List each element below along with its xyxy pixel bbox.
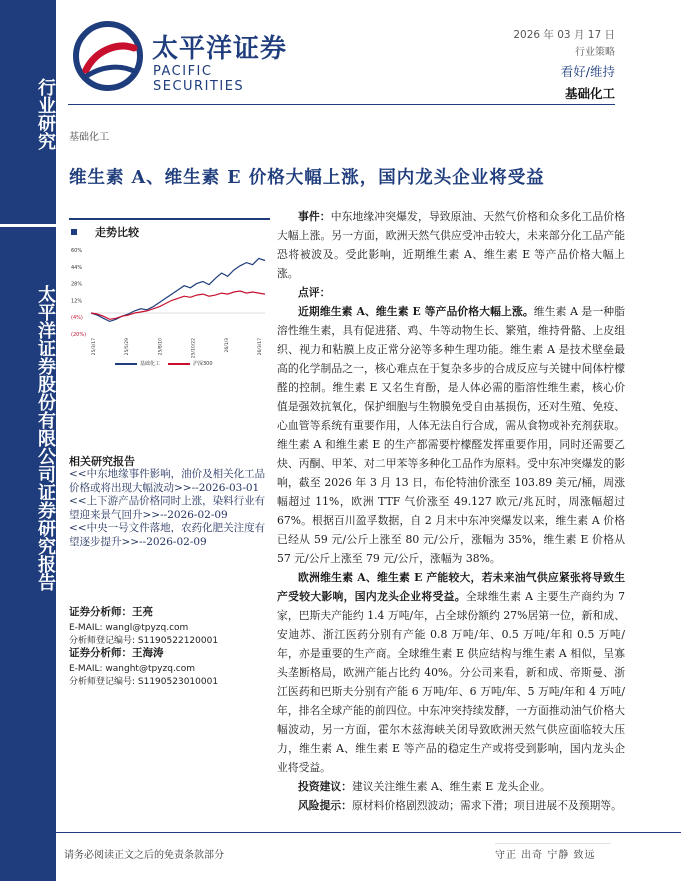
related-report-link[interactable]: <<中东地缘事件影响，油价及相关化工品价格或将出现大幅波动>>--2026-03-01 xyxy=(69,468,266,494)
report-type: 行业策略 xyxy=(575,47,615,58)
x-tick-label: 26/1/3 xyxy=(224,338,230,353)
y-tick-label: 28% xyxy=(71,281,83,288)
x-tick-label: 25/10/22 xyxy=(191,338,197,359)
paragraph-text: 维生素 A 是一种脂溶性维生素，具有促进猪、鸡、牛等动物生长、繁殖，维持骨骼、上皮组织、视力和粘膜上皮正常分泌等多种生理功能。维生素 A 是技术壁垒最高的化学制品之一，核心难点在于复杂多步的合成反应与关键中间体柠檬醛的控制。维生素 E 又名生育酚，是人体必需的脂溶性维生素，核心价值是强效抗氧化，保护细胞与生物膜免受自由基损伤，还对生殖、免疫、心血管等系统有重要作用，人体无法自行合成，需从食物或补充剂获取。维生素 A 和维生素 E 的生产都需要柠檬醛发挥重要作用，同时还需要乙炔、丙酮、甲苯、对二甲苯等多种化工品作为原料。受中东冲突爆发的影响，截至 2026 年 3 月 13 日，布伦特油价涨至 103.89 美元/桶，周涨幅超过 11%，欧洲 TTF 气价涨至 49.127 欧元/兆瓦时，周涨幅超过 67%。根据百川盈孚数据，自 2 月末中东冲突爆发以来，维生素 A 价格已经从 59 元/公斤上涨至 80 元/公斤，涨幅为 35%，维生素 E 价格从 57 元/公斤上涨至 79 元/公斤，涨幅为 38%。 xyxy=(277,305,625,565)
paragraph-price-rise xyxy=(277,302,625,568)
x-tick-label: 25/5/29 xyxy=(125,338,131,356)
event-text: 中东地缘冲突爆发，导致原油、天然气价格和众多化工品价格大幅上涨。另一方面，欧洲天然气供应受冲击较大，未来部分化工品产能恐将被波及。受此影响，近期维生素 A、维生素 E 等产品价格大幅上涨。 xyxy=(277,210,626,280)
related-report-link[interactable]: <<中央一号文件落地，农药化肥关注度有望逐步提升>>--2026-02-09 xyxy=(69,522,266,548)
event-label: 事件： xyxy=(298,210,331,223)
logo-emblem-icon xyxy=(72,20,144,92)
paragraph-lead: 欧洲维生素 A、维生素 E 产能较大，若未来油气供应紧张将导致生产受较大影响，国内龙头企业将受益。 xyxy=(277,571,625,603)
rating: 看好/维持 xyxy=(560,64,615,79)
paragraph-lead: 近期维生素 A、维生素 E 等产品价格大幅上涨。 xyxy=(298,305,534,318)
report-date: 2026 年 03 月 17 日 xyxy=(513,29,615,41)
page-title: 维生素 A、维生素 E 价格大幅上涨，国内龙头企业将受益 xyxy=(69,168,545,188)
y-tick-label: 44% xyxy=(71,264,83,271)
logo-name-en: PACIFIC SECURITIES xyxy=(153,64,245,94)
analyst-cert: 分析师登记编号: S1190523010001 xyxy=(69,677,219,687)
series-line-index xyxy=(91,291,265,319)
advice-text: 建议关注维生素 A、维生素 E 龙头企业。 xyxy=(351,780,551,793)
risk-text: 原材料价格剧烈波动；需求下滑；项目进展不及预期等。 xyxy=(351,799,622,812)
analyst-email[interactable]: E-MAIL: wanght@tpyzq.com xyxy=(69,664,196,674)
legend-label-sector: 基础化工 xyxy=(140,361,161,367)
legend-label-index: 沪深300 xyxy=(192,361,213,367)
series-line-sector xyxy=(91,258,265,321)
chart-legend xyxy=(115,360,213,367)
y-tick-label: 60% xyxy=(71,248,83,254)
x-tick-label: 26/3/17 xyxy=(258,338,263,356)
legend-swatch-index xyxy=(168,363,190,365)
trend-chart xyxy=(69,244,270,379)
y-tick-label: (20%) xyxy=(71,332,87,338)
disclaimer-note: 请务必阅读正文之后的免责条款部分 xyxy=(64,850,224,861)
square-bullet-icon xyxy=(71,229,77,235)
header-divider xyxy=(68,104,615,105)
comment-label: 点评： xyxy=(298,286,331,299)
legend-swatch-sector xyxy=(115,363,137,365)
sector-name: 基础化工 xyxy=(564,86,615,101)
trend-heading-label: 走势比较 xyxy=(95,226,139,239)
breadcrumb: 基础化工 xyxy=(69,132,109,143)
related-report-link[interactable]: <<上下游产品价格同时上涨，染料行业有望迎来景气回升>>--2026-02-09 xyxy=(69,495,266,521)
paragraph-europe-capacity xyxy=(277,568,625,777)
report-body xyxy=(277,207,625,815)
analyst-card xyxy=(69,604,218,648)
sidebar xyxy=(0,0,56,881)
x-tick-label: 25/3/17 xyxy=(92,338,97,356)
risk-label: 风险提示： xyxy=(298,799,352,812)
analyst-name: 证券分析师：王亮 xyxy=(69,606,153,618)
trend-heading xyxy=(69,218,270,240)
advice-label: 投资建议： xyxy=(298,780,352,793)
analyst-name: 证券分析师：王海涛 xyxy=(69,647,164,659)
comment-heading xyxy=(277,283,625,302)
logo-name-cn: 太平洋证券 xyxy=(152,34,288,64)
investment-advice xyxy=(277,777,625,796)
related-reports-heading: 相关研究报告 xyxy=(69,455,135,468)
paragraph-text: 全球维生素 A 主要生产商约为 7 家，巴斯夫产能约 1.4 万吨/年，占全球份额约 27%居第一位，新和成、安迪苏、浙江医药分别有产能 0.8 万吨/年、0.5 万吨/年和 0.5 万吨/年，亦是重要的生产商。全球维生素 E 供应结构与维生素 A 相似，呈寡头垄断格局，欧洲产能占比约 40%。分公司来看，新和成、帝斯曼、浙江医药和巴斯夫分别有产能 6 万吨/年、6 万吨/年、5 万吨/年和 4 万吨/年，排名全球产能的前四位。中东冲突持续发酵，一方面推动油气价格大幅波动，另一方面，霍尔木兹海峡关闭导致欧洲天然气供应面临较大压力，维生素 A、维生素 E 等产品的稳定生产或将受到影响，国内龙头企业将受益。 xyxy=(277,590,626,774)
analyst-card xyxy=(69,645,218,689)
sidebar-company-label: 太平洋证券股份有限公司证券研究报告 xyxy=(35,285,56,591)
analyst-cert: 分析师登记编号: S1190522120001 xyxy=(69,636,219,646)
sidebar-divider xyxy=(0,224,56,227)
y-tick-label: (4%) xyxy=(71,315,83,322)
event-paragraph xyxy=(277,207,625,283)
footer-divider xyxy=(56,832,681,833)
company-motto: 守正 出奇 宁静 致远 xyxy=(495,850,596,861)
company-logo xyxy=(72,20,302,98)
sidebar-category-label: 行业研究 xyxy=(35,78,56,150)
x-tick-label: 25/8/10 xyxy=(158,338,164,356)
y-tick-label: 12% xyxy=(71,298,83,305)
risk-warning xyxy=(277,796,625,815)
analyst-email[interactable]: E-MAIL: wangl@tpyzq.com xyxy=(69,623,189,633)
related-reports-list xyxy=(69,468,270,550)
